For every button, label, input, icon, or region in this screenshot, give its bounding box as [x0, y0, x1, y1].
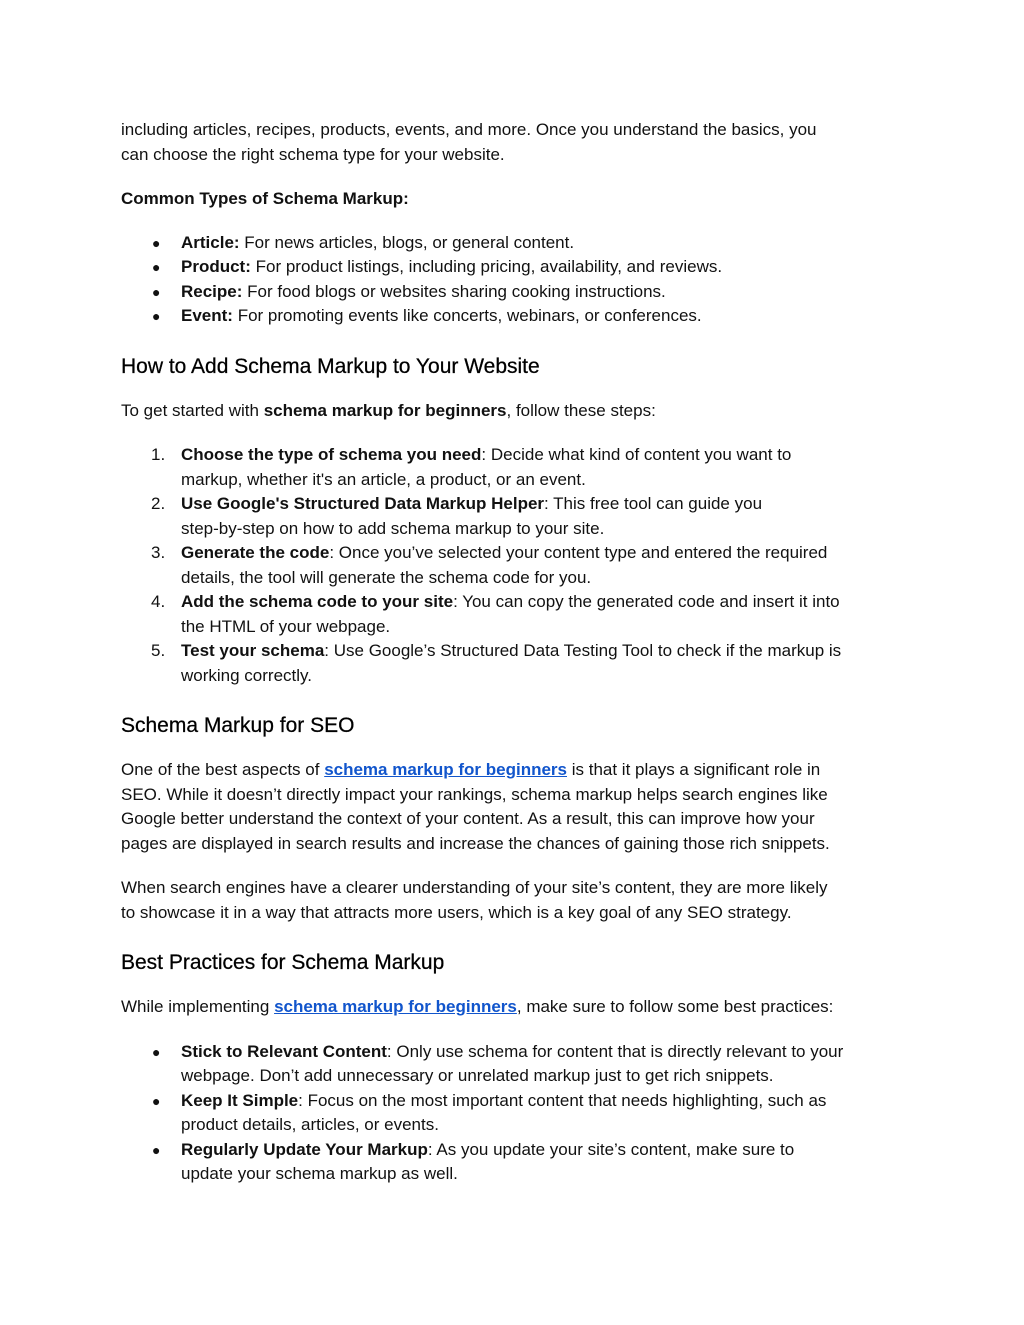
seo-p1-text-after: is that it plays a significant role in — [567, 760, 821, 779]
how-to-intro — [121, 399, 901, 424]
step-item — [121, 590, 901, 639]
list-item-text: For promoting events like concerts, webinars, or conferences. — [232, 306, 702, 325]
best-practices-intro — [121, 995, 901, 1020]
how-to-steps — [121, 443, 901, 688]
list-item-text-continued: update your schema markup as well. — [181, 1164, 458, 1183]
step-label: Add the schema code to your site — [181, 592, 454, 611]
step-label: Generate the code — [181, 543, 330, 562]
how-to-intro-after: , follow these steps: — [506, 400, 656, 420]
step-text-continued: markup, whether it's an article, a product, or an event. — [181, 469, 586, 489]
list-item — [121, 304, 901, 329]
step-label: Choose the type of schema you need — [181, 445, 482, 464]
step-label: Test your schema — [181, 641, 325, 660]
seo-p1-line-2: SEO. While it doesn’t directly impact your rankings, schema markup helps search engines like — [121, 784, 828, 804]
step-item — [121, 443, 901, 492]
step-item — [121, 492, 901, 541]
step-text: : This free tool can guide you — [544, 494, 763, 513]
step-number: 4. — [151, 592, 166, 611]
step-number: 1. — [151, 445, 166, 464]
step-item — [121, 639, 901, 688]
bullet-icon: ● — [152, 234, 161, 251]
seo-paragraph-1 — [121, 758, 901, 856]
bullet-icon: ● — [152, 308, 161, 324]
intro-line-2: can choose the right schema type for your website. — [121, 144, 505, 164]
intro-line-1: including articles, recipes, products, events, and more. Once you understand the basics, you — [121, 120, 817, 139]
best-practices-heading: Best Practices for Schema Markup — [121, 951, 445, 974]
seo-p1-line-4: pages are displayed in search results and increase the chances of gaining those rich snippets. — [121, 833, 830, 853]
list-item-label: Product: — [181, 257, 251, 276]
step-text: : Use Google’s Structured Data Testing Tool to check if the markup is — [324, 641, 842, 660]
bullet-icon: ● — [152, 1141, 161, 1158]
list-item-label: Stick to Relevant Content — [181, 1041, 387, 1061]
list-item — [121, 255, 901, 280]
seo-paragraph-2 — [121, 876, 901, 925]
bullet-icon: ● — [152, 259, 161, 275]
list-item-label: Article: — [181, 232, 240, 252]
step-number: 5. — [151, 641, 166, 660]
best-practices-intro-text: While implementing — [121, 997, 275, 1016]
list-item — [121, 1138, 901, 1187]
common-types-heading: Common Types of Schema Markup: — [121, 189, 409, 208]
step-text-continued: working correctly. — [181, 665, 312, 685]
intro-paragraph — [121, 118, 901, 167]
bullet-icon: ● — [152, 1043, 161, 1060]
seo-p2-line-1: When search engines have a clearer understanding of your site’s content, they are more likely — [121, 878, 828, 897]
step-label: Use Google's Structured Data Markup Helper — [181, 494, 545, 513]
seo-p1-line-3: Google better understand the context of your content. As a result, this can improve how your — [121, 809, 815, 828]
best-practices-intro-after: , make sure to follow some best practices: — [516, 997, 834, 1016]
list-item-label: Keep It Simple — [181, 1090, 299, 1110]
list-item-text: For product listings, including pricing, availability, and reviews. — [250, 257, 723, 276]
document-page — [121, 118, 901, 1187]
step-number: 3. — [151, 543, 166, 562]
list-item-text: For news articles, blogs, or general content. — [239, 232, 575, 252]
list-item-text: : Focus on the most important content that needs highlighting, such as — [298, 1090, 827, 1110]
list-item-text-continued: product details, articles, or events. — [181, 1115, 439, 1134]
common-types-list — [121, 231, 901, 329]
step-text: : You can copy the generated code and insert it into — [453, 592, 840, 611]
step-number: 2. — [151, 494, 166, 513]
step-item — [121, 541, 901, 590]
how-to-intro-bold: schema markup for beginners — [263, 400, 507, 420]
seo-heading: Schema Markup for SEO — [121, 714, 355, 737]
schema-markup-link[interactable]: schema markup for beginners — [274, 997, 517, 1016]
seo-p2-line-2: to showcase it in a way that attracts more users, which is a key goal of any SEO strategy. — [121, 902, 792, 922]
list-item-text: For food blogs or websites sharing cooking instructions. — [242, 281, 666, 301]
list-item-label: Event: — [181, 306, 233, 325]
best-practices-list — [121, 1040, 901, 1187]
step-text-continued: the HTML of your webpage. — [181, 616, 391, 636]
schema-markup-link[interactable]: schema markup for beginners — [324, 760, 567, 779]
seo-p1-text: One of the best aspects of — [121, 760, 325, 779]
step-text-continued: step-by-step on how to add schema markup to your site. — [181, 518, 605, 538]
step-text: : Once you’ve selected your content type and entered the required — [329, 543, 828, 562]
list-item — [121, 1089, 901, 1138]
list-item — [121, 1040, 901, 1089]
list-item-text: : As you update your site’s content, make sure to — [427, 1139, 795, 1159]
step-text: : Decide what kind of content you want to — [481, 445, 792, 464]
list-item — [121, 280, 901, 305]
how-to-intro-text: To get started with — [121, 400, 264, 420]
list-item-label: Recipe: — [181, 281, 243, 301]
list-item-label: Regularly Update Your Markup — [181, 1139, 428, 1159]
bullet-icon: ● — [152, 283, 161, 300]
list-item-text-continued: webpage. Don’t add unnecessary or unrelated markup just to get rich snippets. — [181, 1066, 774, 1085]
list-item — [121, 231, 901, 256]
step-text-continued: details, the tool will generate the schema code for you. — [181, 567, 592, 587]
list-item-text: : Only use schema for content that is directly relevant to your — [386, 1041, 844, 1061]
bullet-icon: ● — [152, 1092, 161, 1109]
how-to-heading: How to Add Schema Markup to Your Website — [121, 354, 540, 378]
